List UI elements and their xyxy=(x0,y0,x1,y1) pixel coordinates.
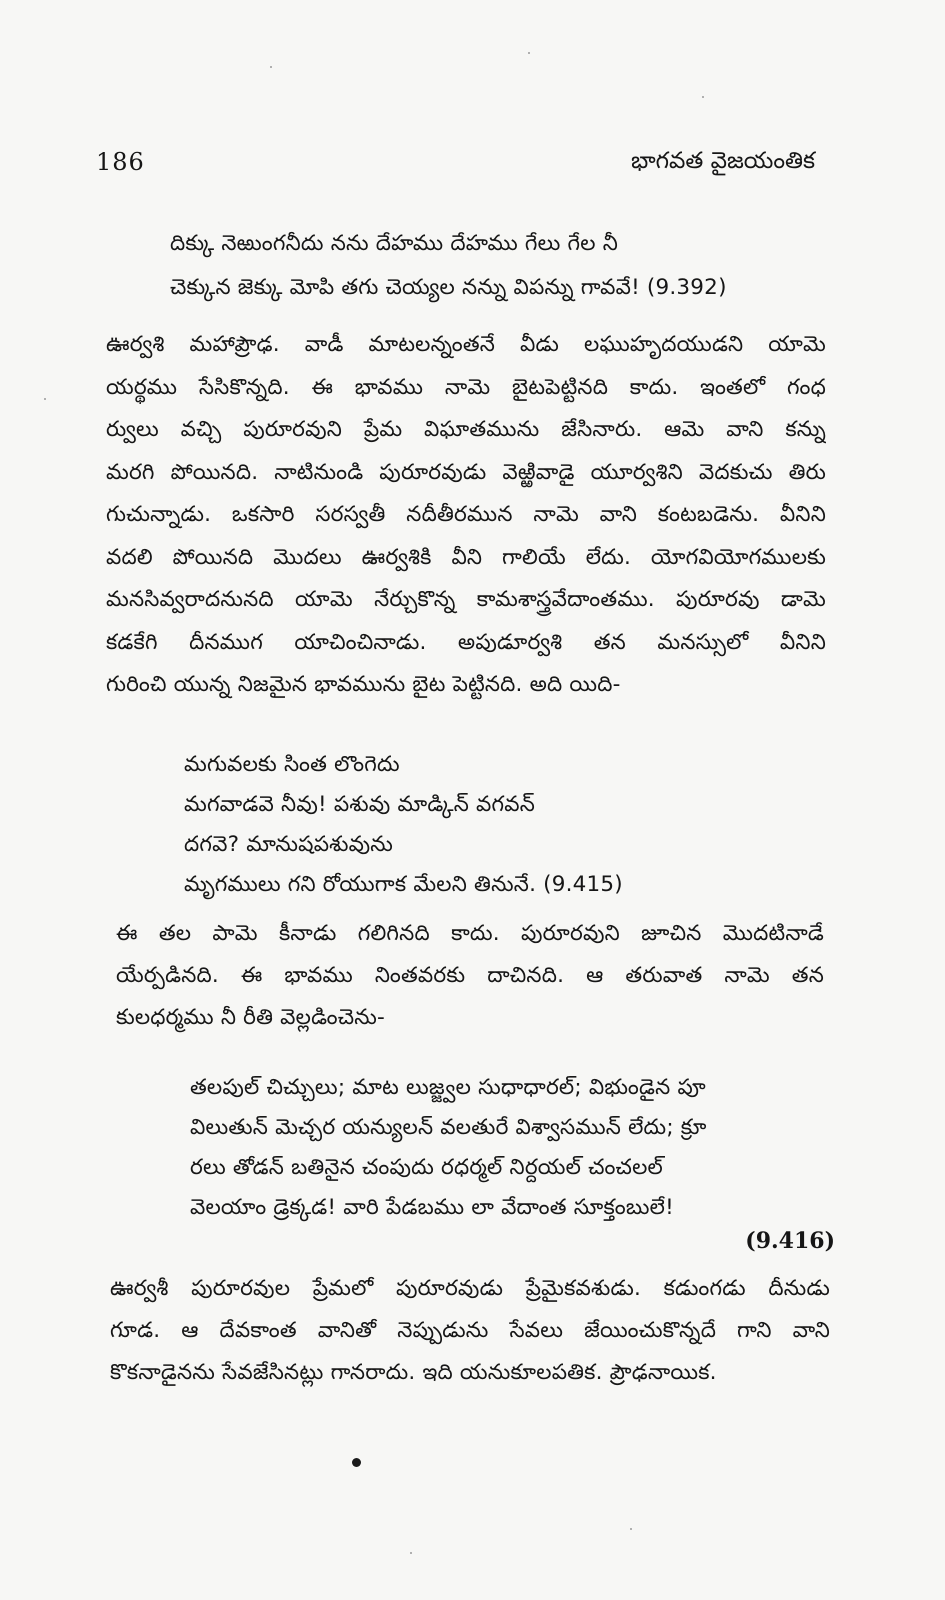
verse-line: వెలయాం డ్రెక్కడ! వారి పేడబము లా వేదాంత సూక్తంబులే! xyxy=(190,1195,674,1220)
verse-line: మగువలకు సింత లొంగెదు xyxy=(184,752,400,777)
paragraph-line: ఊర్వశీ పురూరవుల ప్రేమలో పురూరవుడు ప్రేమైకవశుడు. కడుంగడు దీనుడు xyxy=(110,1276,830,1301)
scan-speck xyxy=(702,96,704,98)
paragraph-line: కొకనాడైనను సేవజేసినట్లు గానరాదు. ఇది యనుకూలపతిక. ప్రౌఢనాయిక. xyxy=(110,1360,717,1385)
paragraph-line: గూడ. ఆ దేవకాంత వానితో నెప్పుడును సేవలు జేయించుకొన్నదే గాని వాని xyxy=(110,1318,830,1343)
paragraph-line: యేర్పడినది. ఈ భావము నింతవరకు దాచినది. ఆ తరువాత నామె తన xyxy=(116,963,824,988)
paragraph-line: వదలి పోయినది మొదలు ఊర్వశికి వీని గాలియే లేదు. యోగవియోగములకు xyxy=(106,544,826,570)
paragraph-line: మనసివ్వరాదనునది యామె నేర్చుకొన్న కామశాస్త్రవేదాంతము. పురూరవు డామె xyxy=(106,587,826,612)
page-number: 186 xyxy=(96,148,145,176)
paragraph-line: ర్వులు వచ్చి పురూరవుని ప్రేమ విఘాతమును జేసినారు. ఆమె వాని కన్ను xyxy=(106,417,826,442)
verse-block-3 xyxy=(190,1068,810,1228)
verse-line: దిక్కు నెఱుంగనీదు నను దేహము దేహము గేలు గేల నీ xyxy=(170,231,619,256)
paragraph-2 xyxy=(116,913,824,1039)
scan-speck xyxy=(528,52,530,54)
verse-line: తలపుల్ చిచ్చులు; మాట లుజ్జ్వల సుధాధారల్; విభుండైన పూ xyxy=(190,1075,706,1100)
verse-line: మృగములు గని రోయుగాక మేలని తినునే. (9.415) xyxy=(184,872,623,897)
paragraph-line: ఊర్వశి మహాప్రౌఢ. వాడీ మాటలన్నంతనే వీడు లఘుహృదయుడని యామె xyxy=(106,332,826,357)
running-title: భాగవత వైజయంతిక xyxy=(630,148,815,174)
paragraph-3 xyxy=(110,1268,830,1394)
paragraph-line: కులధర్మము నీ రీతి వెల్లడించెను- xyxy=(116,1005,386,1030)
paragraph-line: మరగి పోయినది. నాటినుండి పురూరవుడు వెఱ్ఱివాడై యూర్వశిని వెదకుచు తిరు xyxy=(106,459,826,485)
scan-speck xyxy=(270,66,272,68)
paragraph-line: కడకేగి దీనముగ యాచించినాడు. అపుడూర్వశి తన మనస్సులో వీనిని xyxy=(106,629,826,655)
paragraph-line: గుచున్నాడు. ఒకసారి సరస్వతీ నదీతీరమున నామె వాని కంటబడెను. వీనిని xyxy=(106,502,826,527)
page-header xyxy=(96,148,815,182)
paragraph-1 xyxy=(106,324,826,707)
verse-block-1 xyxy=(170,222,830,310)
scan-speck xyxy=(44,398,46,400)
verse-line: మగవాడవె నీవు! పశువు మాడ్కిన్ వగవన్ xyxy=(184,792,536,817)
page-mark-dot xyxy=(352,1458,361,1467)
verse-reference: (9.416) xyxy=(745,1228,835,1254)
paragraph-line: గురించి యున్న నిజమైన భావమును బైట పెట్టినది. అది యిది- xyxy=(106,672,621,697)
verse-line: దగవె? మానుషపశువును xyxy=(184,832,394,857)
verse-line: చెక్కున జెక్కు మోపి తగు చెయ్యల నన్ను విపన్ను గావవే! (9.392) xyxy=(170,275,727,300)
paragraph-line: యర్థము సేసికొన్నది. ఈ భావము నామె బైటపెట్టినది కాదు. ఇంతలో గంధ xyxy=(106,374,826,400)
verse-line: రలు తోడన్ బతినైన చంపుదు రధర్మల్ నిర్దయల్ చంచలల్ xyxy=(190,1155,663,1180)
scan-speck xyxy=(410,1552,412,1554)
verse-block-2 xyxy=(184,745,704,905)
scan-speck xyxy=(630,1528,632,1530)
paragraph-line: ఈ తల పామె కీనాడు గలిగినది కాదు. పురూరవుని జూచిన మొదటినాడే xyxy=(116,921,824,946)
verse-line: విలుతున్ మెచ్చర యన్యులన్ వలతురే విశ్వాసమున్ లేదు; క్రూ xyxy=(190,1115,707,1140)
